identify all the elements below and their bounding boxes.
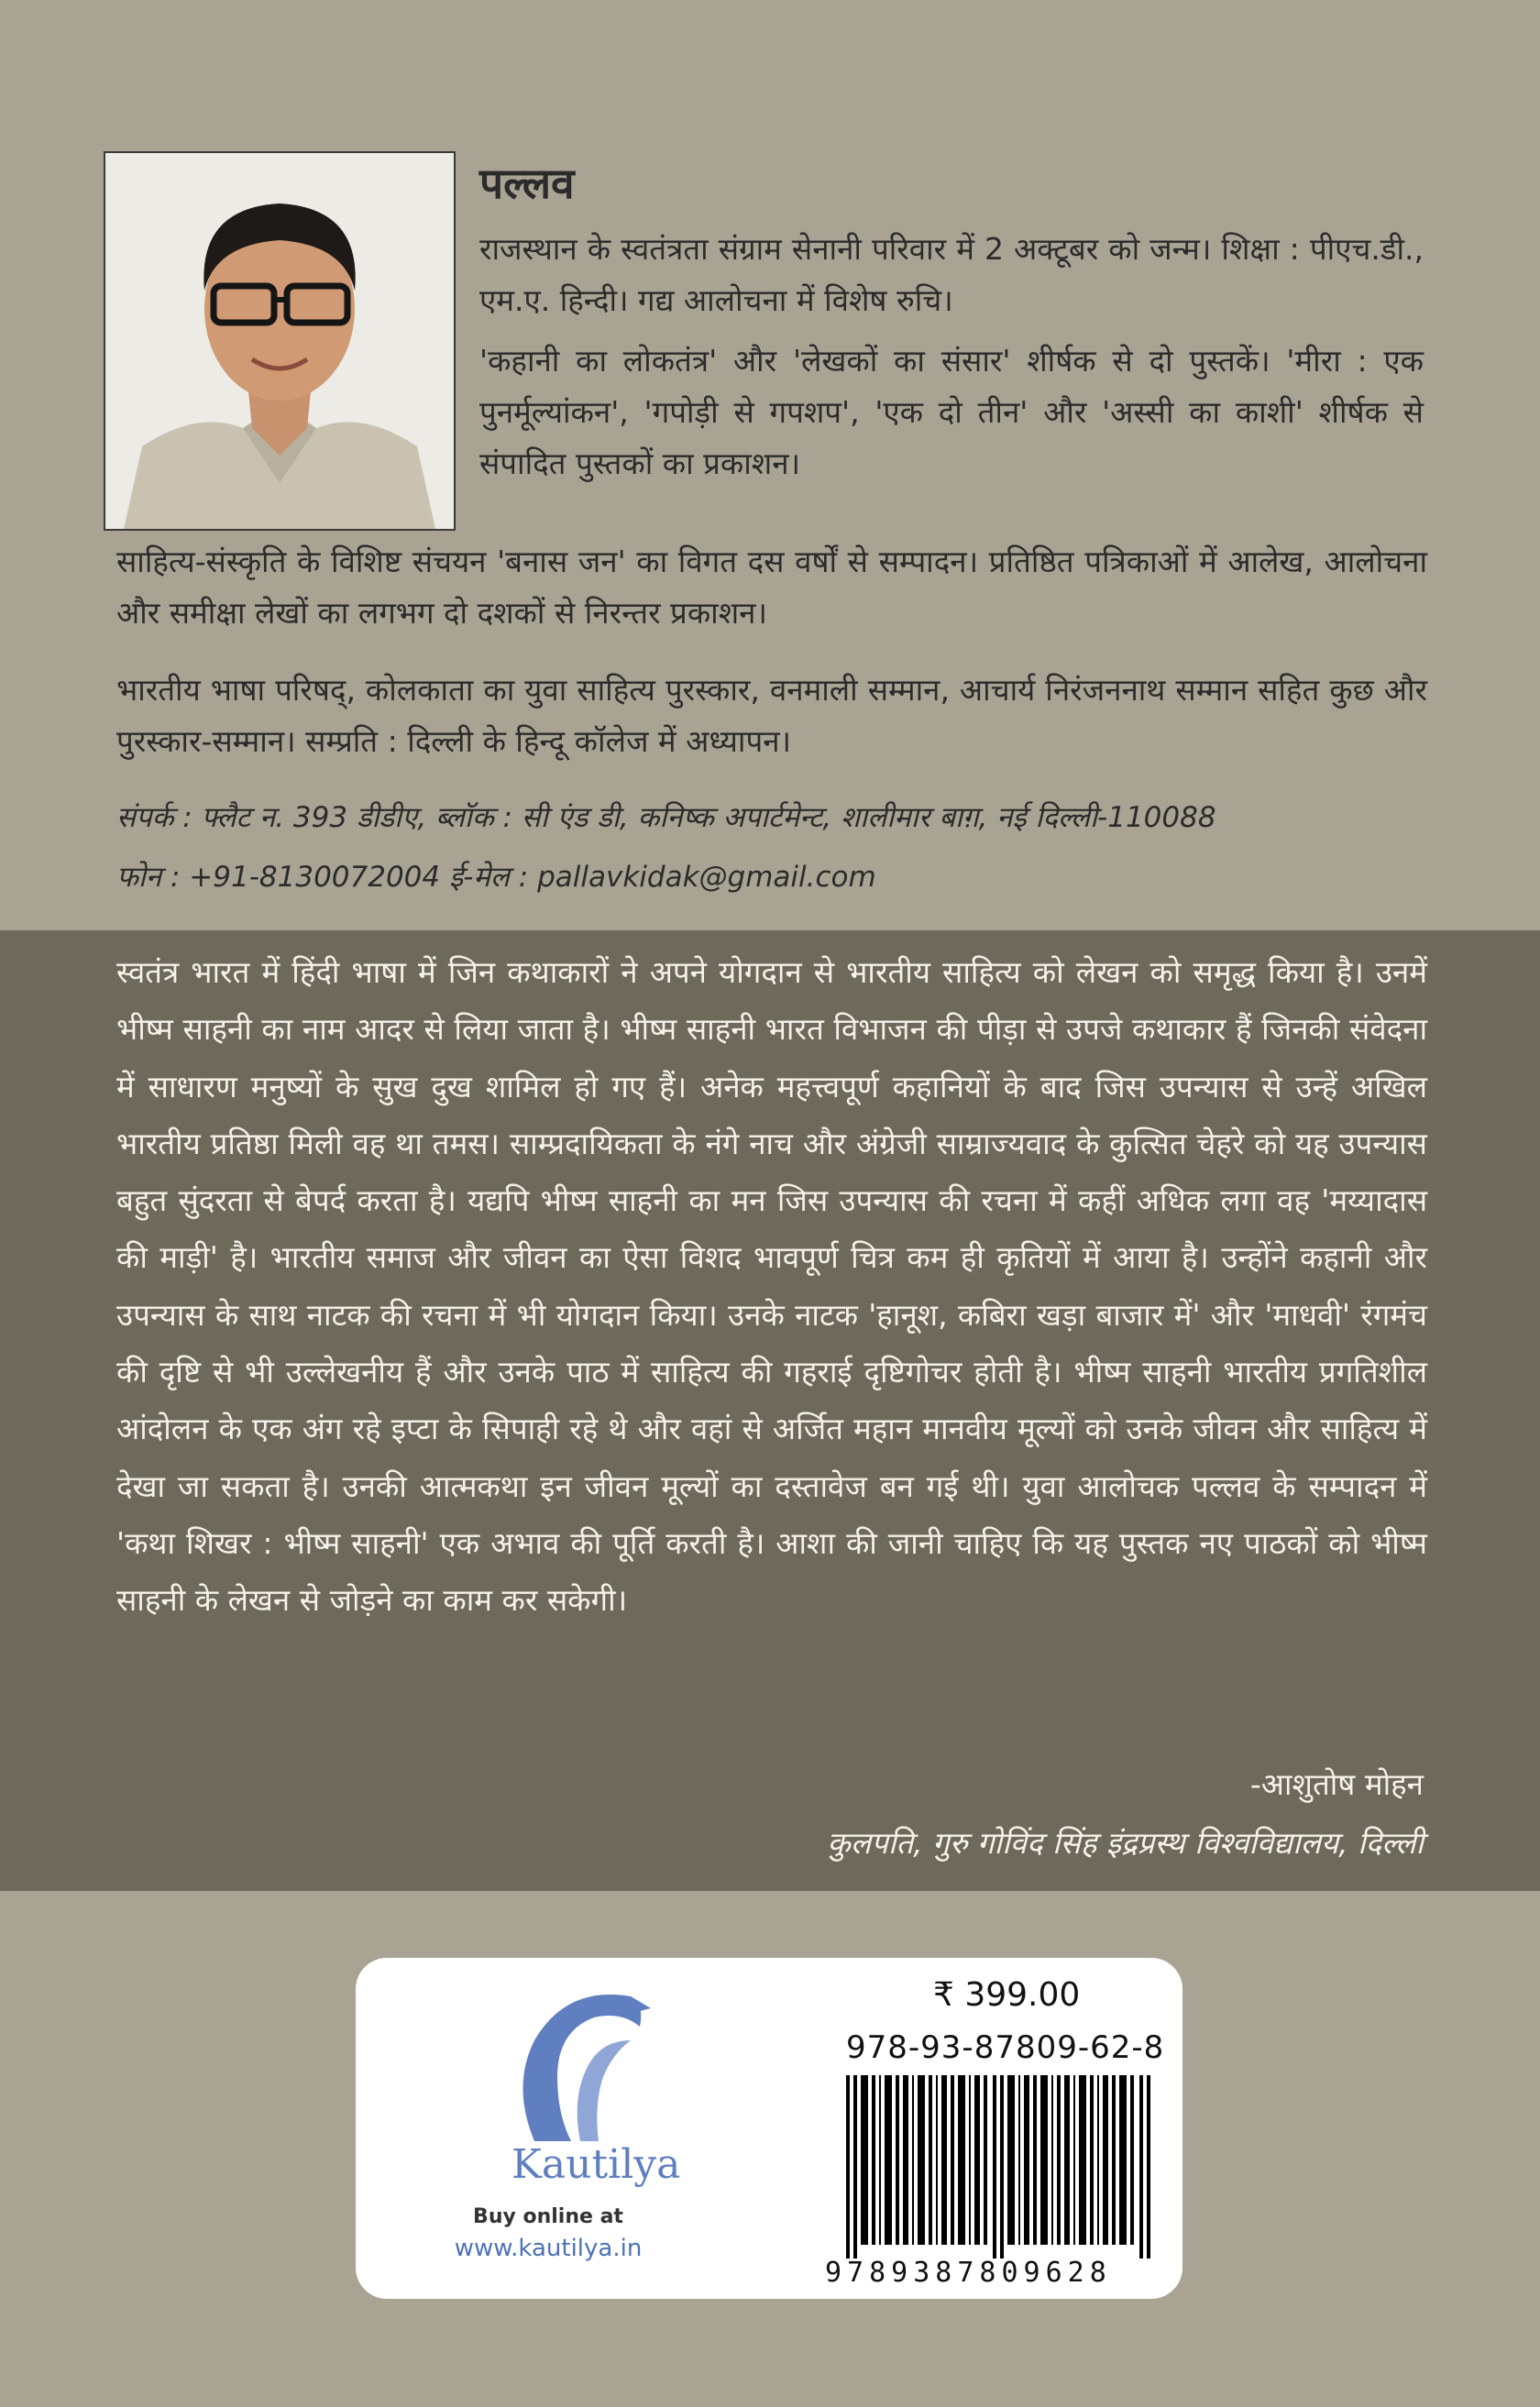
author-bio-intro: राजस्थान के स्वतंत्रता संग्राम सेनानी परिवार में 2 अक्टूबर को जन्म। शिक्षा : पीएच.डी., एम.ए. हिन्दी। गद्य आलोचना में विशेष रुचि। bbox=[479, 231, 1424, 318]
review-text: स्वतंत्र भारत में हिंदी भाषा में जिन कथाकारों ने अपने योगदान से भारतीय साहित्य को लेखन को समृद्ध किया है। उनमें भीष्म साहनी का नाम आदर से लिया जाता है। भीष्म साहनी भारत विभाजन की पीड़ा से उपजे कथाकार हैं जिनकी संवेदना में साधारण मनुष्यों के सुख दुख शामिल हो गए हैं। अनेक महत्त्वपूर्ण कहानियों के बाद जिस उपन्यास से उन्हें अखिल भारतीय प्रतिष्ठा मिली वह था तमस। साम्प्रदायिकता के नंगे नाच और अंग्रेजी साम्राज्यवाद के कुत्सित चेहरे को यह उपन्यास बहुत सुंदरता से बेपर्द करता है। यद्यपि भीष्म साहनी का मन जिस उपन्यास की रचना में कहीं अधिक लगा वह 'मय्यादास की माड़ी' है। भारतीय समाज और जीवन का ऐसा विशद भावपूर्ण चित्र कम ही कृतियों में आया है। उन्होंने कहानी और उपन्यास के साथ नाटक की रचना में भी योगदान किया। उनके नाटक 'हानूश, कबिरा खड़ा बाजार में' और 'माधवी' रंगमंच की दृष्टि से भी उल्लेखनीय हैं और उनके पाठ में साहित्य की गहराई दृष्टिगोचर होती है। भीष्म साहनी भारतीय प्रगतिशील आंदोलन के एक अंग रहे इप्टा के सिपाही रहे थे और वहां से अर्जित महान मानवीय मूल्यों को उनके जीवन और साहित्य में देखा जा सकता है। उनकी आत्मकथा इन जीवन मूल्यों का दस्तावेज बन गई थी। युवा आलोचक पल्लव के सम्पादन में 'कथा शिखर : भीष्म साहनी' एक अभाव की पूर्ति करती है। आशा की जानी चाहिए कि यह पुस्तक नए पाठकों को भीष्म साहनी के लेखन से जोड़ने का काम कर सकेगी। bbox=[116, 954, 1427, 1619]
author-bio-awards: भारतीय भाषा परिषद्, कोलकाता का युवा साहित्य पुरस्कार, वनमाली सम्मान, आचार्य निरंजननाथ सम्मान सहित कुछ और पुरस्कार-सम्मान। सम्प्रति : दिल्ली के हिन्दू कॉलेज में अध्यापन। bbox=[116, 672, 1427, 759]
price-label: ₹ 399.00 bbox=[933, 1976, 1081, 2014]
review-signature: -आशुतोष मोहन bbox=[1249, 1766, 1424, 1802]
author-photo bbox=[104, 151, 456, 531]
author-contact-phone-email[interactable]: फोन : +91-8130072004 ई-मेल : pallavkidak@gmail.com bbox=[116, 861, 876, 894]
barcode-image bbox=[846, 2075, 1153, 2259]
author-bio-books: 'कहानी का लोकतंत्र' और 'लेखकों का संसार' शीर्षक से दो पुस्तकें। 'मीरा : एक पुनर्मूल्यांकन', 'गपोड़ी से गपशप', 'एक दो तीन' और 'अस्सी का काशी' शीर्षक से संपादित पुस्तकों का प्रकाशन। bbox=[479, 343, 1424, 481]
kautilya-logo-icon bbox=[493, 1976, 658, 2146]
author-name: पल्लव bbox=[479, 159, 575, 208]
author-portrait-illustration bbox=[105, 153, 454, 529]
publisher-barcode-card bbox=[356, 1958, 1182, 2299]
barcode-digits: 9789387809628 bbox=[825, 2257, 1112, 2289]
review-designation: कुलपति, गुरु गोविंद सिंह इंद्रप्रस्थ विश्वविद्यालय, दिल्ली bbox=[827, 1825, 1424, 1861]
buy-online-label: Buy online at bbox=[473, 2205, 623, 2228]
author-contact-address: संपर्क : फ्लैट न. 393 डीडीए, ब्लॉक : सी एंड डी, कनिष्क अपार्टमेन्ट, शालीमार बाग़, नई दिल्ली-110088 bbox=[116, 801, 1216, 834]
publisher-logo-text: Kautilya bbox=[512, 2141, 681, 2188]
isbn-label: 978-93-87809-62-8 bbox=[846, 2029, 1165, 2066]
author-bio-block bbox=[479, 156, 1424, 499]
author-bio-editing: साहित्य-संस्कृति के विशिष्ट संचयन 'बनास जन' का विगत दस वर्षों से सम्पादन। प्रतिष्ठित पत्रिकाओं में आलेख, आलोचना और समीक्षा लेखों का लगभग दो दशकों से निरन्तर प्रकाशन। bbox=[116, 544, 1427, 631]
publisher-website-link[interactable]: www.kautilya.in bbox=[454, 2235, 643, 2262]
